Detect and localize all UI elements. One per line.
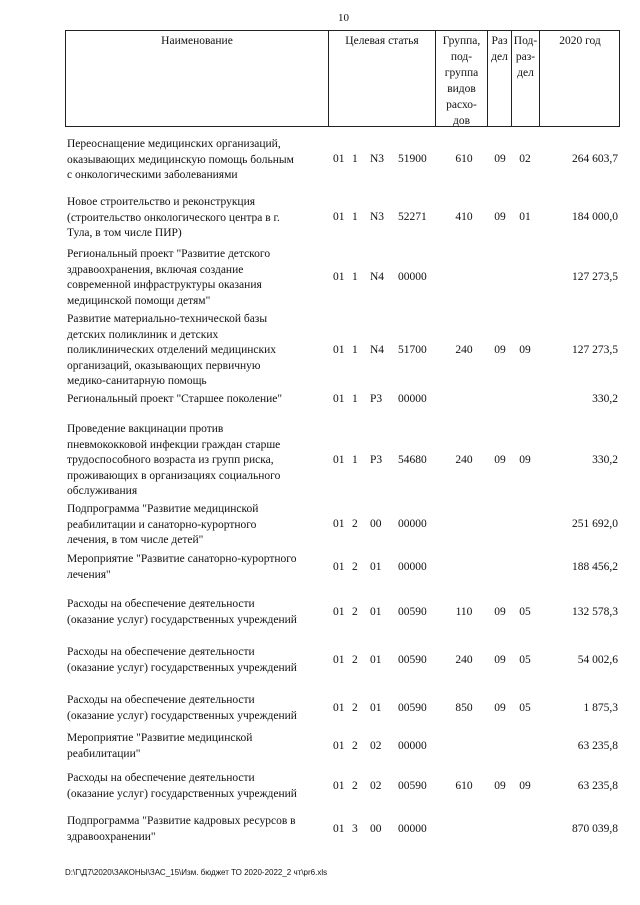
row-cell-b: 1 [352,211,358,224]
row-cell-grp: 610 [455,153,473,166]
row-cell-b: 1 [352,343,358,356]
row-name [67,814,329,845]
row-name-line: Переоснащение медицинских организаций, [67,138,281,150]
row-cell-d: 00590 [398,701,427,714]
header-podrazdel-line: Под- [513,35,538,47]
row-cell-rz: 09 [494,779,506,792]
header-podrazdel [511,31,539,126]
header-razdel [487,31,511,126]
row-cell-a: 01 [333,605,345,618]
row-cell-grp: 610 [455,779,473,792]
file-path-footer: D:\Г\Д7\2020\ЗАКОНЫ\ЗАС_15\Изм. бюджет ТО 2020-2022_2 чт\pr6.xls [65,868,328,877]
row-cell-rz: 09 [494,153,506,166]
row-cell-d: 00590 [398,653,427,666]
row-cell-b: 1 [352,453,358,466]
row-name-line: с онкологическими заболеваниями [67,169,238,181]
row-cell-b: 2 [352,518,358,531]
row-cell-rz: 09 [494,653,506,666]
row-cell-sum: 63 235,8 [577,739,618,752]
row-cell-a: 01 [333,560,345,573]
row-cell-rz: 09 [494,211,506,224]
row-name-line: здравоохранения, включая создание [67,263,244,276]
row-name-line: Расходы на обеспечение деятельности [67,694,255,706]
row-cell-c: 01 [370,701,382,714]
row-cell-prz: 02 [519,153,531,166]
row-cell-sum: 127 273,5 [572,343,618,356]
row-cell-b: 2 [352,779,358,792]
table-row [65,502,620,552]
row-name [67,693,329,724]
row-name [67,597,329,628]
row-cell-c: N3 [370,153,385,166]
row-cell-a: 01 [333,653,345,666]
header-group-line: под- [450,51,473,63]
row-name-line: реабилитации и санаторно-курортного [67,518,257,531]
row-name-line: (оказание услуг) государственных учреждений [67,613,297,626]
row-name-line: организаций, оказывающих первичную [67,359,261,372]
row-name-line: Подпрограмма "Развитие медицинской [67,503,259,515]
row-cell-c: 02 [370,779,382,792]
row-name [67,392,329,408]
row-name-line: (оказание услуг) государственных учреждений [67,787,297,800]
header-group [435,31,487,126]
row-name-line: Проведение вакцинации против [67,423,224,435]
header-target-label: Целевая статья [345,35,419,47]
row-cell-d: 00000 [398,739,427,752]
table-row [65,597,620,639]
row-name-line: Расходы на обеспечение деятельности [67,598,255,610]
row-name-line: детских поликлиник и детских [67,328,219,341]
row-cell-b: 2 [352,605,358,618]
row-cell-prz: 05 [519,605,531,618]
header-group-line: видов [447,83,476,95]
table-row [65,771,620,807]
table-row [65,137,620,197]
row-cell-rz: 09 [494,343,506,356]
table-row [65,693,620,735]
row-cell-prz: 09 [519,453,531,466]
header-razdel-line: Раз [491,35,508,47]
row-name-line: медико-санитарную помощь [67,375,207,387]
row-cell-prz: 09 [519,779,531,792]
row-cell-rz: 09 [494,453,506,466]
row-cell-d: 52271 [398,211,427,224]
row-name-line: реабилитации" [67,747,141,760]
row-cell-c: 01 [370,605,382,618]
row-name-line: здравоохранении" [67,830,156,843]
row-cell-grp: 240 [455,653,473,666]
row-cell-sum: 330,2 [592,393,618,405]
row-cell-d: 00000 [398,271,427,283]
header-name-label: Наименование [161,35,233,47]
row-cell-d: 51700 [398,343,427,356]
header-podrazdel-line: дел [517,67,534,79]
table-row [65,645,620,687]
row-name [67,422,329,500]
row-name [67,312,329,390]
row-cell-b: 2 [352,739,358,752]
row-cell-sum: 188 456,2 [572,560,618,573]
header-podrazdel-line: раз- [515,51,536,63]
header-year [539,31,620,126]
row-name [67,195,329,242]
table-row [65,731,620,765]
row-name-line: обслуживания [67,485,138,497]
row-cell-sum: 184 000,0 [572,211,618,224]
header-group-line: Группа, [442,35,481,47]
row-cell-sum: 330,2 [592,453,618,466]
row-cell-d: 00000 [398,393,427,405]
row-cell-c: 02 [370,739,382,752]
row-cell-c: N4 [370,343,385,356]
row-name-line: пневмококковой инфекции граждан старше [67,438,281,451]
row-cell-d: 00590 [398,605,427,618]
row-cell-d: 00590 [398,779,427,792]
row-cell-d: 00000 [398,560,427,573]
row-name-line: Мероприятие "Развитие санаторно-курортного [67,553,297,565]
row-cell-grp: 850 [455,701,473,714]
row-name-line: Тула, в том числе ПИР) [67,227,182,239]
row-cell-grp: 410 [455,211,473,224]
row-name-line: трудоспособного возраста из групп риска, [67,454,274,466]
row-cell-sum: 1 875,3 [583,701,618,714]
row-name-line: Расходы на обеспечение деятельности [67,646,255,658]
header-group-line: расхо- [446,99,477,111]
row-name-line: лечения" [67,568,111,581]
header-year-label: 2020 год [559,35,601,47]
row-cell-sum: 127 273,5 [572,271,618,283]
row-cell-a: 01 [333,343,345,356]
row-cell-a: 01 [333,153,345,166]
row-cell-sum: 264 603,7 [572,153,618,166]
row-cell-grp: 240 [455,453,473,466]
row-cell-b: 3 [352,822,358,835]
row-cell-b: 1 [352,153,358,166]
row-cell-b: 2 [352,560,358,573]
row-name-line: Новое строительство и реконструкция [67,196,256,208]
row-cell-c: P3 [370,453,383,466]
row-cell-c: 01 [370,653,382,666]
row-name [67,247,329,309]
row-cell-rz: 09 [494,605,506,618]
row-name-line: Расходы на обеспечение деятельности [67,772,255,784]
table-row [65,247,620,307]
row-name [67,771,329,802]
table-row [65,814,620,850]
row-name-line: современной инфраструктуры оказания [67,279,262,291]
row-name [67,645,329,676]
row-cell-sum: 63 235,8 [577,779,618,792]
row-cell-c: N4 [370,271,385,283]
row-name-line: оказывающих медицинскую помощь больным [67,153,294,166]
table-row [65,552,620,588]
row-cell-sum: 870 039,8 [572,822,618,835]
row-cell-sum: 54 002,6 [577,653,618,666]
row-cell-c: 00 [370,822,382,835]
row-name-line: (оказание услуг) государственных учреждений [67,661,297,674]
row-name-line: (оказание услуг) государственных учреждений [67,709,297,722]
row-cell-d: 51900 [398,153,427,166]
row-name-line: (строительство онкологического центра в г. [67,211,280,224]
row-cell-b: 1 [352,271,358,283]
row-cell-c: 01 [370,560,382,573]
header-group-line: группа [444,67,479,79]
row-name-line: поликлинических отделений медицинских [67,344,276,356]
table-row [65,392,620,414]
row-name-line: Региональный проект "Развитие детского [67,248,271,260]
row-cell-prz: 01 [519,211,531,224]
row-cell-a: 01 [333,822,345,835]
table-header [65,30,620,127]
page-number: 10 [338,12,349,24]
row-cell-b: 1 [352,393,358,405]
table-row [65,312,620,387]
table-row [65,422,620,497]
header-name [66,31,328,126]
row-name-line: медицинской помощи детям" [67,294,211,307]
row-name-line: лечения, в том числе детей" [67,534,204,546]
row-name-line: Мероприятие "Развитие медицинской [67,732,253,744]
row-cell-a: 01 [333,701,345,714]
row-cell-prz: 09 [519,343,531,356]
row-cell-a: 01 [333,518,345,531]
row-cell-prz: 05 [519,701,531,714]
row-cell-a: 01 [333,739,345,752]
row-name [67,552,329,583]
row-cell-sum: 132 578,3 [572,605,618,618]
row-cell-a: 01 [333,779,345,792]
row-cell-sum: 251 692,0 [572,518,618,531]
row-cell-prz: 05 [519,653,531,666]
row-cell-b: 2 [352,653,358,666]
header-group-line: дов [452,115,471,127]
row-cell-a: 01 [333,271,345,283]
row-name-line: проживающих в организациях социального [67,469,281,482]
row-name [67,731,329,762]
row-cell-d: 54680 [398,453,427,466]
row-cell-a: 01 [333,453,345,466]
row-cell-grp: 240 [455,343,473,356]
row-cell-c: P3 [370,393,383,405]
row-cell-d: 00000 [398,518,427,531]
row-cell-c: 00 [370,518,382,531]
header-razdel-line: дел [491,51,508,63]
row-cell-c: N3 [370,211,385,224]
row-name-line: Подпрограмма "Развитие кадровых ресурсов в [67,815,296,827]
row-name-line: Региональный проект "Старшее поколение" [67,393,283,405]
row-cell-rz: 09 [494,701,506,714]
row-cell-a: 01 [333,211,345,224]
row-cell-a: 01 [333,393,345,405]
row-cell-d: 00000 [398,822,427,835]
row-name [67,137,329,184]
header-target [328,31,435,126]
row-cell-grp: 110 [455,605,473,618]
row-name-line: Развитие материально-технической базы [67,313,268,325]
row-name [67,502,329,549]
table-row [65,195,620,247]
row-cell-b: 2 [352,701,358,714]
